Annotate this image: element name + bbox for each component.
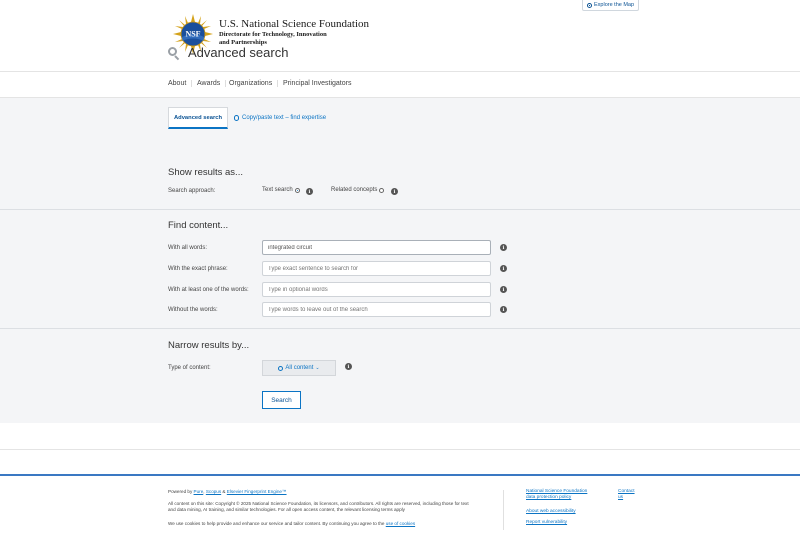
exact-phrase-label: With the exact phrase:: [168, 266, 228, 272]
radio-related-concepts[interactable]: [331, 187, 384, 193]
radio-related-concepts-label: Related concepts: [331, 187, 378, 193]
paperclip-icon: [234, 115, 239, 121]
nav-organizations[interactable]: Organizations: [229, 80, 278, 87]
cookies-prefix: We use cookies to help provide and enhance our service and tailor content. By continuing you agree to the: [168, 521, 386, 526]
logo-text: NSF: [185, 29, 201, 39]
search-approach-label: Search approach:: [168, 188, 216, 194]
nav-awards[interactable]: Awards: [197, 80, 226, 87]
privacy-link-line1: National Science Foundation: [526, 489, 588, 494]
info-icon[interactable]: i: [345, 363, 352, 370]
exact-phrase-input[interactable]: [262, 261, 491, 276]
fingerprint-link[interactable]: Elsevier Fingerprint Engine™: [226, 489, 287, 494]
without-words-label: Without the words:: [168, 307, 218, 313]
search-icon: [278, 366, 283, 371]
content-type-label: Type of content:: [168, 365, 211, 371]
tab-copy-paste[interactable]: [234, 107, 334, 129]
content-type-select[interactable]: [262, 360, 336, 376]
info-icon[interactable]: i: [500, 244, 507, 251]
optional-words-label: With at least one of the words:: [168, 287, 249, 293]
privacy-link-line2: data protection policy: [526, 495, 572, 500]
org-name: U.S. National Science Foundation: [219, 18, 370, 30]
contact-line2: us: [618, 495, 624, 500]
radio-text-search[interactable]: [262, 187, 300, 193]
info-icon[interactable]: i: [500, 286, 507, 293]
section-divider: [0, 209, 800, 210]
tab-copy-paste-label: Copy/paste text – find expertise: [242, 115, 327, 121]
nsf-privacy-link[interactable]: [526, 489, 587, 501]
search-icon: [168, 47, 180, 59]
chevron-down-icon: ⌄: [315, 365, 320, 371]
pure-link[interactable]: Pure: [193, 489, 204, 494]
all-words-label: With all words:: [168, 245, 208, 251]
org-sub-line1: Directorate for Technology, Innovation: [219, 31, 327, 38]
find-content-title: Find content...: [168, 220, 229, 231]
powered-sep2: &: [221, 489, 227, 494]
page-title-row: [168, 45, 288, 60]
powered-prefix: Powered by: [168, 489, 194, 494]
nav-about[interactable]: About: [168, 80, 192, 87]
contact-line1: Contact: [618, 489, 635, 494]
all-words-input[interactable]: [262, 240, 491, 255]
copyright-text: [168, 501, 498, 513]
site-header: [0, 0, 800, 72]
explore-map-button[interactable]: [582, 0, 639, 11]
optional-words-input[interactable]: [262, 282, 491, 297]
cookies-line: [168, 521, 415, 527]
divider-line: [0, 449, 800, 450]
show-results-title: Show results as...: [168, 167, 243, 178]
org-block: [219, 18, 369, 47]
radio-text-search-input[interactable]: [295, 188, 300, 193]
scopus-link[interactable]: Scopus: [205, 489, 222, 494]
tab-advanced-search[interactable]: Advanced search: [168, 107, 228, 129]
info-icon[interactable]: i: [500, 265, 507, 272]
powered-by-line: [168, 489, 287, 495]
accessibility-link[interactable]: About web accessibility: [526, 509, 576, 514]
narrow-results-title: Narrow results by...: [168, 340, 250, 351]
nav-principal-investigators[interactable]: Principal Investigators: [283, 80, 352, 87]
search-button[interactable]: Search: [262, 391, 301, 409]
copyright-line2: and data mining, AI training, and similar technologies. For all open access content, the relevant licensing terms apply: [168, 507, 405, 512]
section-divider: [0, 328, 800, 329]
report-vulnerability-link[interactable]: Report vulnerability: [526, 520, 568, 525]
org-sub-line2: and Partnerships: [219, 39, 267, 46]
copyright-line1: All content on this site: Copyright © 2025 National Science Foundation, its licensors, and contributors. All rights are reserved, including those for text: [168, 501, 469, 506]
radio-text-search-label: Text search: [262, 187, 293, 193]
radio-related-concepts-input[interactable]: [379, 188, 384, 193]
powered-sep1: ,: [203, 489, 206, 494]
info-icon[interactable]: i: [306, 188, 313, 195]
footer-divider: [503, 490, 504, 530]
content-type-value: All content: [285, 365, 314, 371]
info-icon[interactable]: i: [391, 188, 398, 195]
without-words-input[interactable]: [262, 302, 491, 317]
info-icon[interactable]: i: [500, 306, 507, 313]
contact-us-link[interactable]: [618, 489, 635, 501]
explore-map-label: Explore the Map: [594, 2, 635, 8]
map-pin-icon: [587, 3, 592, 8]
cookies-link[interactable]: use of cookies: [385, 521, 416, 526]
main-nav: [0, 72, 800, 98]
page-title: Advanced search: [188, 45, 289, 60]
